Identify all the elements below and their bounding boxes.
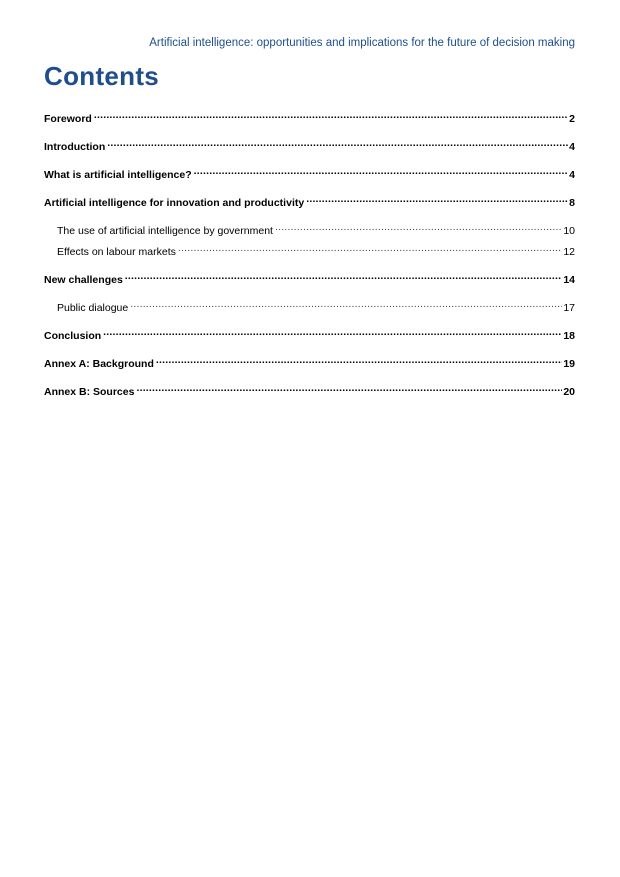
toc-entry-annex-a[interactable] xyxy=(44,355,575,383)
toc-page-number: 14 xyxy=(563,274,575,286)
toc-entry-label: Foreword xyxy=(44,113,92,125)
toc-leader-dots xyxy=(178,243,562,255)
toc-page-number: 12 xyxy=(563,246,575,258)
running-header: Artificial intelligence: opportunities and implications for the future of decision making xyxy=(149,37,575,49)
toc-entry-labour-markets[interactable] xyxy=(44,243,575,271)
toc-leader-dots xyxy=(125,271,563,283)
toc-entry-public-dialogue[interactable] xyxy=(44,299,575,327)
toc-page-number: 2 xyxy=(569,113,575,125)
toc-entry-introduction[interactable] xyxy=(44,138,575,166)
toc-leader-dots xyxy=(156,355,562,367)
toc-leader-dots xyxy=(130,299,562,311)
toc-entry-label: Introduction xyxy=(44,141,106,153)
toc-leader-dots xyxy=(94,110,568,122)
toc-entry-what-is-ai[interactable] xyxy=(44,166,575,194)
toc-entry-conclusion[interactable] xyxy=(44,327,575,355)
toc-page-number: 4 xyxy=(569,169,575,181)
toc-entry-innovation-productivity[interactable] xyxy=(44,194,575,222)
toc-leader-dots xyxy=(107,138,568,150)
toc-entry-label: Effects on labour markets xyxy=(57,246,176,258)
page-title: Contents xyxy=(44,61,160,91)
toc-page-number: 8 xyxy=(569,197,575,209)
toc-entry-label: New challenges xyxy=(44,274,123,286)
toc-page-number: 17 xyxy=(563,302,575,314)
toc-leader-dots xyxy=(103,327,562,339)
toc-entry-label: Conclusion xyxy=(44,330,102,342)
toc-leader-dots xyxy=(306,194,568,206)
toc-entry-label: Annex B: Sources xyxy=(44,386,135,398)
toc-entry-new-challenges[interactable] xyxy=(44,271,575,299)
toc-page-number: 4 xyxy=(569,141,575,153)
toc-leader-dots xyxy=(275,222,562,234)
toc-entry-label: Annex A: Background xyxy=(44,358,154,370)
toc-page-number: 19 xyxy=(563,358,575,370)
toc-page-number: 20 xyxy=(563,386,575,398)
toc-entry-annex-b[interactable] xyxy=(44,383,575,411)
toc-entry-label: Artificial intelligence for innovation and productivity xyxy=(44,197,305,209)
toc-leader-dots xyxy=(194,166,569,178)
table-of-contents xyxy=(44,110,575,411)
toc-page-number: 10 xyxy=(563,225,575,237)
toc-entry-foreword[interactable] xyxy=(44,110,575,138)
toc-page-number: 18 xyxy=(563,330,575,342)
toc-entry-label: The use of artificial intelligence by government xyxy=(57,225,273,237)
toc-entry-ai-by-government[interactable] xyxy=(44,222,575,243)
toc-entry-label: Public dialogue xyxy=(57,302,129,314)
toc-entry-label: What is artificial intelligence? xyxy=(44,169,192,181)
toc-leader-dots xyxy=(136,383,562,395)
